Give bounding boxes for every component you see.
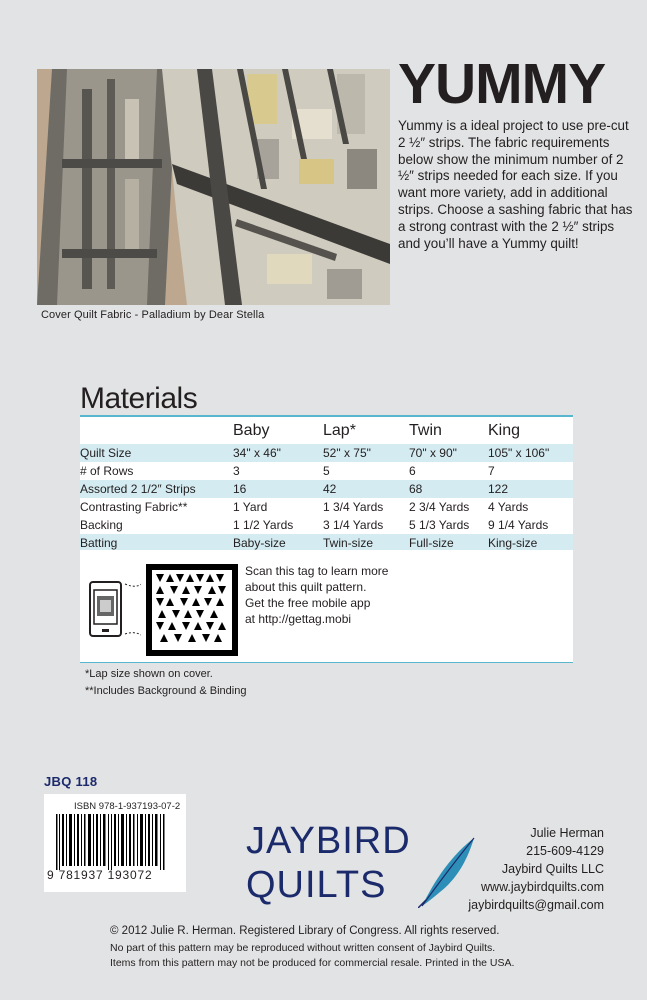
cover-quilt-photo [37,69,390,305]
tag-line: Scan this tag to learn more [245,564,389,578]
table-cell: Baby-size [233,534,323,552]
table-cell: 52" x 75" [323,444,409,462]
table-cell: 3 [233,462,323,480]
header-cell: King [488,417,573,444]
table-cell: 68 [409,480,488,498]
table-cell: Full-size [409,534,488,552]
contact-name: Julie Herman [530,826,604,840]
table-row [80,516,573,534]
row-label: Backing [80,516,233,534]
table-cell: 4 Yards [488,498,573,516]
contact-email-link[interactable]: jaybirdquilts@gmail.com [468,898,604,912]
table-cell: 5 [323,462,409,480]
header-cell [80,417,233,444]
table-cell: 70" x 90" [409,444,488,462]
table-row [80,498,573,516]
table-cell: 2 3/4 Yards [409,498,488,516]
pattern-description: Yummy is a ideal project to use pre-cut 2 ½″ strips. The fabric requirements below show the minimum number of 2 ½″ strips needed for each size. If you want more variety, add in additional strips. Choose a sashing fabric that has a strong contrast with the 2 ½″ strips and you’ll have a Yummy quilt! [398,118,633,251]
lap-size-note: *Lap size shown on cover. [85,668,213,680]
copyright-line: No part of this pattern may be reproduced without written consent of Jaybird Quilts. [110,942,496,954]
contact-phone[interactable]: 215-609-4129 [526,844,604,858]
table-row [80,480,573,498]
brand-wordmark-line1: JAYBIRD [246,820,411,862]
materials-heading: Materials [80,382,198,415]
table-cell: 3 1/4 Yards [323,516,409,534]
table-row [80,444,573,462]
tag-line: Get the free mobile app [245,596,371,610]
tag-instructions [245,563,405,627]
table-cell: 6 [409,462,488,480]
table-cell: 1 1/2 Yards [233,516,323,534]
pattern-title: YUMMY [398,52,606,116]
table-cell: 1 Yard [233,498,323,516]
materials-table [80,417,573,552]
table-cell: 122 [488,480,573,498]
table-cell: 9 1/4 Yards [488,516,573,534]
table-cell: 34" x 46" [233,444,323,462]
row-label: # of Rows [80,462,233,480]
tag-line: about this quilt pattern. [245,580,367,594]
copyright-line: Items from this pattern may not be produced for commercial resale. Printed in the USA. [110,957,515,969]
barcode-number: 9 781937 193072 [47,868,153,882]
table-cell: 105" x 106" [488,444,573,462]
brand-wordmark-line2: QUILTS [246,864,387,906]
pattern-code: JBQ 118 [44,774,98,789]
header-cell: Twin [409,417,488,444]
table-row [80,462,573,480]
header-cell: Lap* [323,417,409,444]
tag-link[interactable]: at http://gettag.mobi [245,612,352,626]
row-label: Batting [80,534,233,552]
table-cell: King-size [488,534,573,552]
table-cell: 42 [323,480,409,498]
table-cell: Twin-size [323,534,409,552]
table-cell: 1 3/4 Yards [323,498,409,516]
header-cell: Baby [233,417,323,444]
isbn-number: ISBN 978-1-937193-07-2 [74,801,181,812]
photo-caption: Cover Quilt Fabric - Palladium by Dear Stella [41,309,265,321]
row-label: Quilt Size [80,444,233,462]
table-header-row [80,417,573,444]
contact-company: Jaybird Quilts LLC [501,862,604,876]
table-cell: 7 [488,462,573,480]
smartphone-icon [89,578,141,645]
contrast-fabric-note: **Includes Background & Binding [85,685,247,697]
row-label: Contrasting Fabric** [80,498,233,516]
contact-website-link[interactable]: www.jaybirdquilts.com [481,880,604,894]
row-label: Assorted 2 1/2″ Strips [80,480,233,498]
table-cell: 16 [233,480,323,498]
copyright-line: © 2012 Julie R. Herman. Registered Library of Congress. All rights reserved. [110,925,500,937]
table-cell: 5 1/3 Yards [409,516,488,534]
microsoft-tag-code[interactable] [146,564,238,656]
